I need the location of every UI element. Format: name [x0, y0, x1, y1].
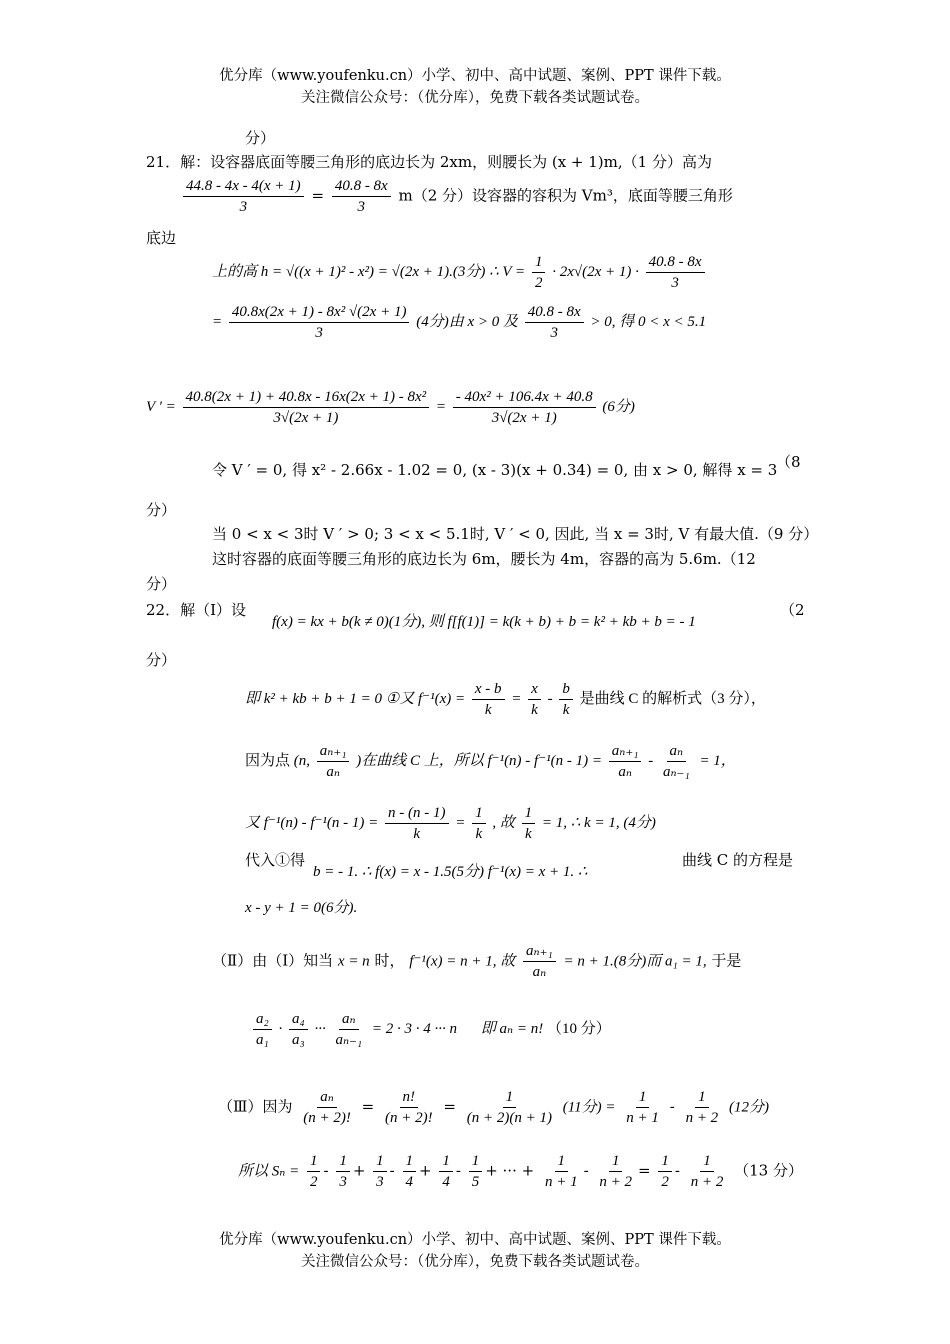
q21-derivative: V ′ = $\frac{\text{40.8(2x + 1) + 40.8x - 16x(2x + 1) - 8x²}}{3√(2x + 1)}$ = $\frac{\text{- 40x² + 106.4x + 40.8}}{3√(2x + 1)}$ (6分) [146, 389, 635, 426]
frac-den: aₙ [532, 964, 547, 980]
frac-den: n + 1 [544, 1174, 578, 1190]
frac-den: aₙ [618, 764, 632, 780]
frac-num: aₙ [317, 1088, 337, 1108]
frac-den: n + 1 [626, 1110, 659, 1126]
frac-num: n! [400, 1088, 419, 1108]
frac-num: 1 [636, 1088, 650, 1108]
q22-line-2: 分） [146, 651, 177, 669]
frac-den: aₙ [326, 764, 340, 780]
frac-num: 1 [503, 1088, 517, 1108]
frac-den: n + 2 [690, 1174, 724, 1190]
q21-line-9: 当 0 < x < 3时 V ′ > 0; 3 < x < 5.1时, V ′ < 0, 因此, 当 x = 3时, V 有最大值.（9 分） [212, 525, 819, 543]
header-line-2: 关注微信公众号：（优分库），免费下载各类试题试卷。 [301, 90, 649, 106]
header-line-1: 优分库（www.youfenku.cn）小学、初中、高中试题、案例、PPT 课件下载。 [219, 68, 731, 84]
q22-l8-result: = n + 1.(8分)而 a₁ = 1, [563, 953, 707, 970]
frac-num: aₙ [667, 742, 687, 762]
q21-line-1: 21．解：设容器底面等腰三角形的底边长为 2xm，则腰长为 (x + 1)m,（1 分）高为 [146, 153, 712, 171]
q22-l4-point: (n, [293, 752, 311, 769]
frac-num: 40.8x(2x + 1) - 8x² √(2x + 1) [229, 303, 410, 323]
q22-l4-mid: )在曲线 C 上，所以 f⁻¹(n) - f⁻¹(n - 1) = [356, 752, 602, 769]
frac-den: 3√(2x + 1) [273, 410, 339, 426]
q22-line-6b: b = - 1. ∴ f(x) = x - 1.5(5分) f⁻¹(x) = x + 1. ∴ [313, 864, 588, 880]
frac-num: 1 [532, 253, 546, 273]
frac-den: k [413, 826, 421, 842]
q21-height-tail: m（2 分）设容器的容积为 Vm³，底面等腰三角形 [398, 186, 733, 205]
q21-domain-result: > 0, 得 0 < x < 5.1 [590, 313, 707, 330]
footer-line-1: 优分库（www.youfenku.cn）小学、初中、高中试题、案例、PPT 课件下载。 [219, 1232, 731, 1248]
frac-num: 1 [403, 1152, 417, 1172]
q22-line-1-score: （2 [780, 601, 805, 619]
q22-point-on-curve [245, 742, 736, 781]
frac-num: 1 [522, 804, 536, 824]
q22-sum-score: （13 分） [734, 1161, 803, 1180]
q21-domain-text: (4分)由 x > 0 及 [416, 313, 518, 330]
q21-line-7: 令 V ′ = 0, 得 x² - 2.66x - 1.02 = 0, (x - 3)(x + 0.34) = 0, 由 x > 0, 解得 x = 3 [212, 461, 778, 479]
frac-den: 2 [309, 1174, 318, 1190]
frac-den: 2 [534, 275, 543, 291]
footer-line-2: 关注微信公众号：（优分库），免费下载各类试题试卷。 [301, 1254, 649, 1270]
q22-line-7: x - y + 1 = 0(6分). [245, 900, 358, 916]
frac-num: 40.8 - 8x [525, 303, 584, 323]
frac-num: 1 [609, 1152, 623, 1172]
frac-den: k [484, 702, 492, 718]
frac-num: 40.8 - 8x [332, 177, 391, 197]
frac-num: 44.8 - 4x - 4(x + 1) [183, 177, 304, 197]
frac-den: 3 [357, 199, 366, 215]
q22-l10-text: （Ⅲ）因为 [218, 1097, 293, 1116]
frac-num: 1 [469, 1152, 483, 1172]
q21-height-formula [212, 253, 708, 292]
q22-line-6a: 代入①得 [245, 851, 306, 869]
q22-product [250, 1010, 611, 1049]
frac-num: 40.8(2x + 1) + 40.8x - 16x(2x + 1) - 8x² [183, 388, 430, 408]
frac-den: aₙ₋₁ [662, 764, 690, 780]
frac-num: 40.8 - 8x [646, 253, 705, 273]
q22-line-6c: 曲线 C 的方程是 [682, 851, 794, 869]
q22-l8-text: （Ⅱ）由（Ⅰ）知当 [212, 951, 334, 970]
frac-den: 4 [442, 1174, 450, 1190]
q22-l8-formula: f⁻¹(x) = n + 1, 故 [409, 953, 516, 970]
q21-derivative-score: (6分) [602, 398, 635, 415]
frac-den: 3 [671, 275, 679, 291]
frac-num: 1 [472, 804, 486, 824]
q22-l4-text: 因为点 [245, 752, 291, 769]
frac-num: x [528, 680, 541, 700]
frac-num: aₙ [339, 1010, 359, 1030]
q21-line-11: 分） [146, 575, 177, 593]
frac-den: k [562, 702, 570, 718]
q22-line-1a: 22．解（Ⅰ）设 [146, 601, 247, 619]
frac-num: aₙ₊₁ [609, 742, 642, 762]
frac-num: - 40x² + 106.4x + 40.8 [453, 388, 596, 408]
q21-line-7-score: （8 [776, 453, 801, 471]
frac-num: a₄ [289, 1010, 308, 1030]
q22-l9-result: 即 aₙ = n! [480, 1020, 544, 1037]
frac-den: 3√(2x + 1) [491, 410, 557, 426]
frac-num: a₂ [253, 1010, 272, 1030]
q22-l5-text: 又 f⁻¹(n) - f⁻¹(n - 1) = [245, 814, 379, 831]
dot: · [278, 1020, 283, 1037]
ellipsis: ··· [314, 1020, 326, 1037]
frac-num: n - (n - 1) [385, 804, 448, 824]
frac-num: aₙ₊₁ [523, 942, 556, 962]
frac-den: 3 [550, 325, 558, 341]
q22-l9-product: = 2 · 3 · 4 ··· n [371, 1020, 458, 1037]
frac-den: 3 [315, 325, 323, 341]
frac-den: a₃ [291, 1032, 305, 1048]
frac-den: 3 [339, 1174, 347, 1190]
frac-num: 1 [695, 1088, 709, 1108]
frac-num: 1 [336, 1152, 350, 1172]
frac-num: x - b [472, 680, 505, 700]
frac-num: b [559, 680, 573, 700]
q21-v-middle: · 2x√(2x + 1) · [552, 263, 639, 280]
q21-line-3: 底边 [146, 229, 177, 247]
q22-sum: 所以 Sₙ = $\frac{1}{2}$ - $\frac{1}{3}$ + $\frac{1}{3}$ - $\frac{1}{4}$ + $\frac{1}{4}$ - $\frac{1}{5}$ + ··· + $\frac{1}{n + 1}$ - $\frac{1}{n + 2}$ = $\frac{1}{2}$ - $\frac{1}{n + 2}$ （13 分） [238, 1153, 803, 1190]
q21-continuation: 分） [245, 129, 276, 147]
q21-derivative-lhs: V ′ = [146, 398, 176, 415]
frac-den: 4 [405, 1174, 414, 1190]
q21-line-8: 分） [146, 501, 177, 519]
equals: = [455, 814, 466, 831]
frac-num: 1 [373, 1152, 387, 1172]
q22-line-1b: f(x) = kx + b(k ≠ 0)(1分), 则 f[f(1)] = k(k + b) + b = k² + kb + b = - 1 [272, 614, 696, 630]
frac-den: 3 [239, 199, 248, 215]
q22-l9-score: （10 分） [546, 1020, 611, 1037]
q22-l8-when: 时， [374, 951, 405, 970]
q22-l8-tail: 于是 [711, 951, 742, 970]
frac-den: 2 [661, 1174, 669, 1190]
q22-l10-score: (11分) = [562, 1099, 616, 1116]
minus: - [648, 752, 654, 769]
frac-den: (n + 2)! [303, 1110, 351, 1126]
q21-h-text: 上的高 h = √((x + 1)² - x²) = √(2x + 1).(3分) ∴ V = [212, 263, 526, 280]
q22-l10-score2: (12分) [728, 1099, 769, 1116]
frac-den: aₙ₋₁ [335, 1032, 363, 1048]
q22-l5-tail: = 1, ∴ k = 1, (4分) [541, 814, 656, 831]
frac-den: n + 2 [685, 1110, 719, 1126]
frac-den: 3 [376, 1174, 384, 1190]
frac-den: 5 [471, 1174, 480, 1190]
equals: = [511, 690, 522, 707]
q21-volume-formula: = $\frac{\text{40.8x(2x + 1) - 8x² √(2x + 1)}}{3}$ (4分)由 x > 0 及 $\frac{40.8 - 8x}{3}$ > 0, 得 0 < x < 5.1 [212, 304, 707, 341]
q22-l5-mid: , 故 [492, 814, 515, 831]
frac-den: a₁ [256, 1032, 269, 1048]
frac-num: 1 [439, 1152, 453, 1172]
q22-sum-lhs: 所以 Sₙ = [238, 1163, 300, 1180]
frac-num: 1 [658, 1152, 672, 1172]
minus: - [547, 690, 553, 707]
frac-den: k [475, 826, 483, 842]
q22-find-k [245, 804, 656, 843]
q22-inverse-def [245, 680, 766, 719]
frac-den: (n + 2)! [385, 1110, 433, 1126]
q22-l3-tail: 是曲线 C 的解析式（3 分）， [579, 690, 766, 707]
frac-den: (n + 2)(n + 1) [466, 1110, 552, 1126]
frac-den: n + 2 [599, 1174, 633, 1190]
frac-num: 1 [700, 1152, 714, 1172]
q22-l4-tail: = 1， [699, 752, 736, 769]
q21-height-expression: $\frac{44.8 - 4x - 4(x + 1)}{3}$ = $\frac{40.8 - 8x}{3}$ m（2 分）设容器的容积为 Vm³，底面等腰三角形 [180, 177, 733, 216]
frac-num: 1 [555, 1152, 569, 1172]
frac-den: k [525, 826, 532, 842]
frac-den: k [531, 702, 538, 718]
q22-part-3: （Ⅲ）因为 $\frac{\text{aₙ}}{(n + 2)!}$ = $\frac{n!}{(n + 2)!}$ = $\frac{1}{(n + 2)(n + 1)}$ (11分) = $\frac{1}{n + 1}$ - $\frac{1}{n + 2}$ (12分) [218, 1089, 769, 1126]
q22-l8-cond: x = n [337, 953, 370, 970]
frac-num: aₙ₊₁ [317, 742, 350, 762]
q21-line-10: 这时容器的底面等腰三角形的底边长为 6m，腰长为 4m，容器的高为 5.6m.（12 [212, 550, 756, 568]
q22-part-2 [212, 942, 741, 981]
q22-l3-text: 即 k² + kb + b + 1 = 0 ①又 f⁻¹(x) = [245, 690, 466, 707]
frac-num: 1 [307, 1152, 321, 1172]
